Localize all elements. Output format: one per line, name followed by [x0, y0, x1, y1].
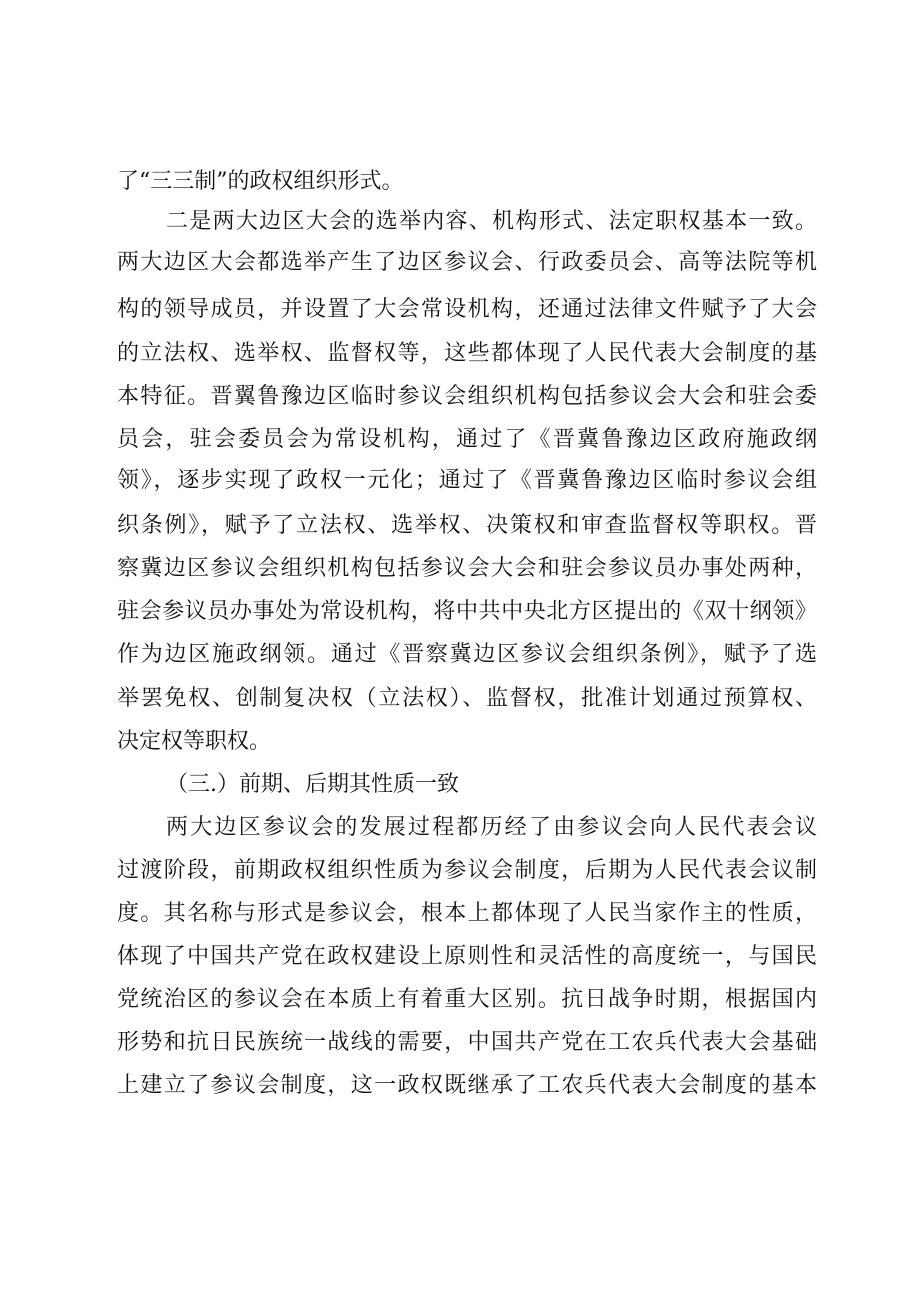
text-line: 二是两大边区大会的选举内容、机构形式、法定职权基本一致。	[166, 209, 817, 234]
text-line: 度。其名称与形式是参议会，根本上都体现了人民当家作主的性质，	[117, 901, 817, 926]
text-line: 员会，驻会委员会为常设机构，通过了《晋冀鲁豫边区政府施政纲	[117, 427, 817, 452]
text-line: 驻会参议员办事处为常设机构，将中共中央北方区提出的《双十纲领》	[117, 599, 817, 624]
text-line: 构的领导成员，并设置了大会常设机构，还通过法律文件赋予了大会	[117, 297, 817, 322]
text-line: 决定权等职权。	[117, 729, 272, 754]
text-line: 举罢免权、创制复决权（立法权）、监督权，批准计划通过预算权、	[117, 686, 817, 711]
text-line: 的立法权、选举权、监督权等，这些都体现了人民代表大会制度的基	[117, 341, 817, 366]
text-line: 形势和抗日民族统一战线的需要，中国共产党在工农兵代表大会基础	[117, 1030, 817, 1055]
text-line: 体现了中国共产党在政权建设上原则性和灵活性的高度统一，与国民	[117, 944, 817, 969]
text-line: 本特征。晋翼鲁豫边区临时参议会组织机构包括参议会大会和驻会委	[117, 384, 817, 409]
text-line: 了“三三制”的政权组织形式。	[117, 169, 404, 194]
text-line: 上建立了参议会制度，这一政权既继承了工农兵代表大会制度的基本	[117, 1073, 817, 1098]
text-line: 察冀边区参议会组织机构包括参议会大会和驻会参议员办事处两种，	[117, 556, 817, 581]
text-line: 两大边区大会都选举产生了边区参议会、行政委员会、高等法院等机	[117, 250, 817, 275]
text-line: 领》，逐步实现了政权一元化；通过了《晋冀鲁豫边区临时参议会组	[117, 468, 817, 493]
section-heading: （三.）前期、后期其性质一致	[166, 772, 459, 797]
text-line: 作为边区施政纲领。通过《晋察冀边区参议会组织条例》，赋予了选	[117, 642, 817, 667]
text-line: 两大边区参议会的发展过程都历经了由参议会向人民代表会议	[166, 815, 817, 840]
text-line: 过渡阶段，前期政权组织性质为参议会制度，后期为人民代表会议制	[117, 858, 817, 883]
text-line: 党统治区的参议会在本质上有着重大区别。抗日战争时期，根据国内	[117, 987, 817, 1012]
text-line: 织条例》，赋予了立法权、选举权、决策权和审查监督权等职权。晋	[117, 513, 817, 538]
